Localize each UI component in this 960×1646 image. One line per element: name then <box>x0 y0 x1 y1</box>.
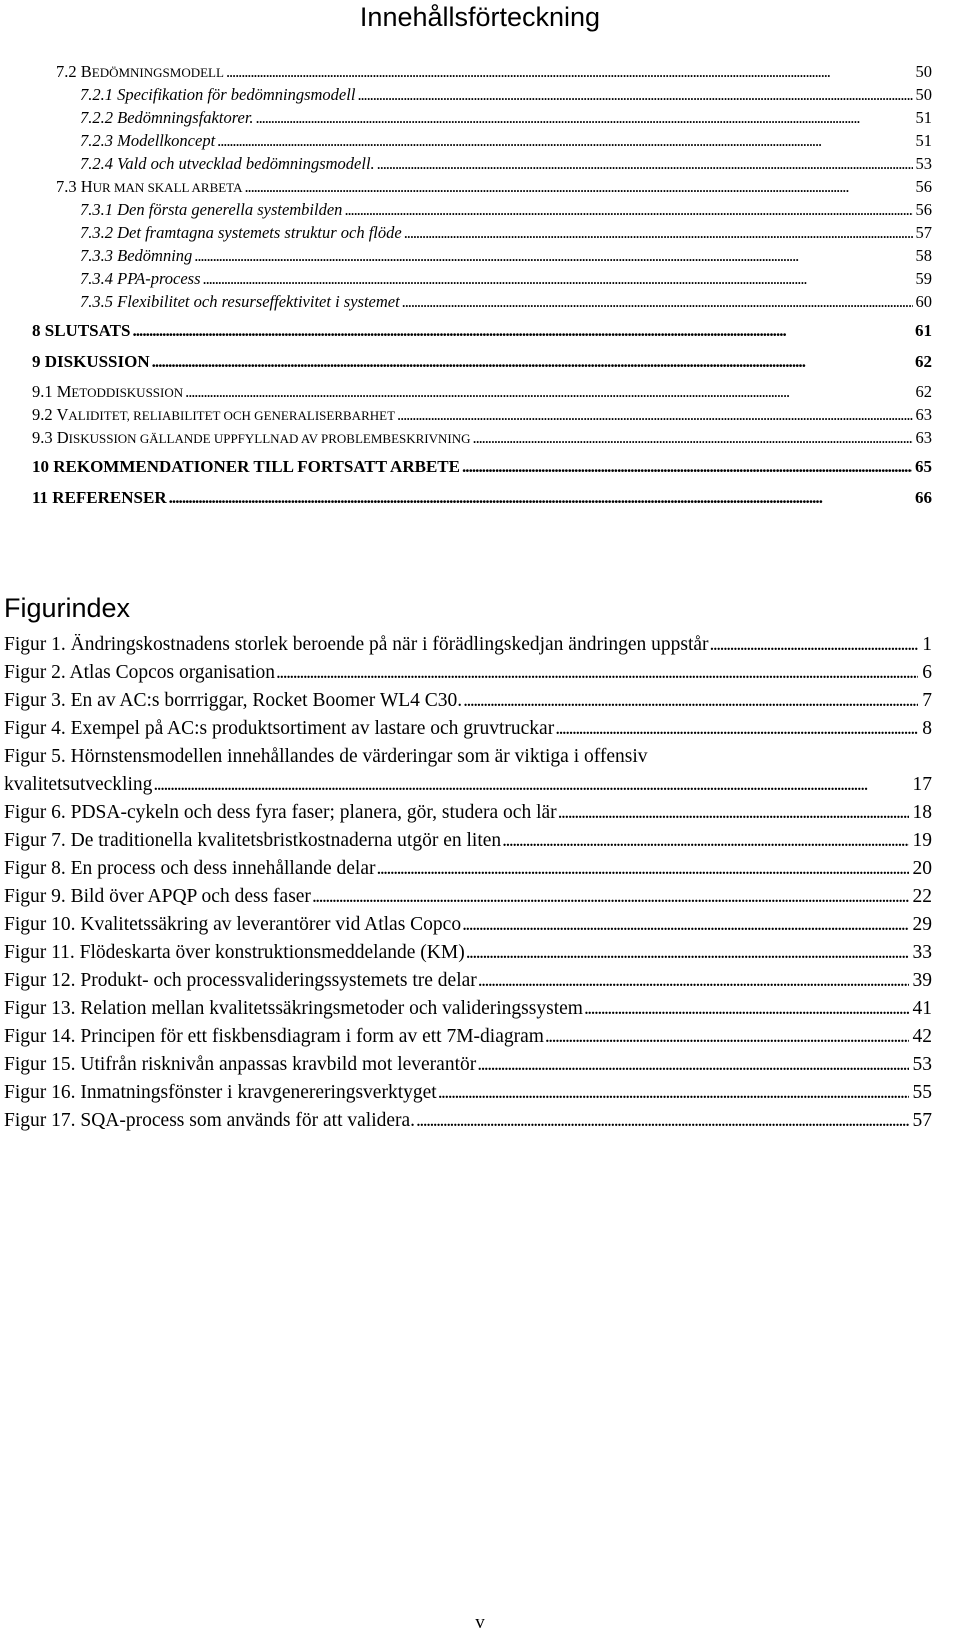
figure-entry-page: 18 <box>912 802 932 823</box>
toc-entry-title: 10 REKOMMENDATIONER TILL FORTSATT ARBETE <box>32 457 460 476</box>
figure-entry-page: 17 <box>912 774 932 795</box>
toc-entry[interactable] <box>32 488 932 508</box>
toc-entry-page: 66 <box>915 488 932 507</box>
toc-entry-page: 58 <box>915 246 932 265</box>
toc-entry-title: 7.2.3 Modellkoncept <box>80 131 216 150</box>
toc-entry-title: 7.2.2 Bedömningsfaktorer. <box>80 108 254 127</box>
figure-entry[interactable] <box>4 1110 932 1132</box>
toc-entry[interactable] <box>80 154 932 174</box>
figure-entry[interactable] <box>4 886 932 908</box>
toc-entry-page: 63 <box>915 428 932 447</box>
dot-leader <box>194 246 912 266</box>
figure-entry[interactable] <box>4 662 932 684</box>
toc-entry-page: 50 <box>915 85 932 104</box>
figure-entry[interactable] <box>4 970 932 992</box>
toc-entry-title: 8 SLUTSATS <box>32 321 131 340</box>
dot-leader <box>276 662 918 684</box>
figure-index-title: Figurindex <box>4 593 131 623</box>
toc-entry[interactable] <box>80 223 932 243</box>
toc-entry[interactable] <box>56 177 932 197</box>
figure-entry-title: Figur 17. SQA-process som används för att validera. <box>4 1110 416 1131</box>
figure-entry-title: Figur 3. En av AC:s borrriggar, Rocket Boomer WL4 C30. <box>4 690 463 711</box>
toc-entry-page: 56 <box>915 200 932 219</box>
toc-entry-title: 7.3.4 PPA-process <box>80 269 201 288</box>
toc-entry-title: 9.2 VALIDITET, RELIABILITET OCH GENERALISERBARHET <box>32 405 396 424</box>
dot-leader <box>402 292 913 312</box>
dot-leader <box>416 1110 908 1132</box>
dot-leader <box>169 488 912 508</box>
figure-entry-page: 6 <box>922 662 932 683</box>
dot-leader <box>478 970 909 992</box>
figure-entry-title: Figur 12. Produkt- och processvalideringssystemets tre delar <box>4 970 477 991</box>
toc-entry[interactable] <box>32 382 932 402</box>
figure-entry[interactable] <box>4 718 932 740</box>
figure-entry[interactable] <box>4 830 932 852</box>
figure-entry-page: 39 <box>912 970 932 991</box>
dot-leader <box>376 858 908 880</box>
dot-leader <box>217 131 912 151</box>
dot-leader <box>344 200 912 220</box>
toc-entry-page: 50 <box>915 62 932 81</box>
dot-leader <box>502 830 908 852</box>
figure-entry[interactable] <box>4 690 932 712</box>
figure-entry-title: Figur 10. Kvalitetssäkring av leverantörer vid Atlas Copco <box>4 914 462 935</box>
toc-entry-page: 62 <box>915 382 932 401</box>
dot-leader <box>153 774 908 796</box>
figure-entry[interactable] <box>4 914 932 936</box>
dot-leader <box>226 62 913 82</box>
figure-entry-title: Figur 5. Hörnstensmodellen innehållandes de värderingar som är viktiga i offensiv <box>4 746 648 767</box>
figure-entry-page: 55 <box>912 1082 932 1103</box>
dot-leader <box>152 352 912 372</box>
figure-entry-title-cont: kvalitetsutveckling <box>4 774 153 795</box>
dot-leader <box>203 269 913 289</box>
dot-leader <box>545 1026 909 1048</box>
dot-leader <box>462 914 908 936</box>
toc-entry[interactable] <box>80 131 932 151</box>
toc-entry-title: 7.3.5 Flexibilitet och resurseffektivitet i systemet <box>80 292 400 311</box>
toc-entry-title: 7.3.2 Det framtagna systemets struktur och flöde <box>80 223 402 242</box>
figure-entry-line1[interactable] <box>4 746 932 768</box>
toc-entry[interactable] <box>32 428 932 448</box>
dot-leader <box>477 1054 908 1076</box>
figure-entry[interactable] <box>4 858 932 880</box>
figure-entry[interactable] <box>4 998 932 1020</box>
toc-entry-title: 11 REFERENSER <box>32 488 167 507</box>
toc-entry-page: 56 <box>915 177 932 196</box>
figure-entry-page: 1 <box>922 634 932 655</box>
dot-leader <box>244 177 912 197</box>
dot-leader <box>558 802 909 824</box>
toc-entry[interactable] <box>80 269 932 289</box>
figure-entry-page: 19 <box>912 830 932 851</box>
figure-entry-page: 7 <box>922 690 932 711</box>
figure-entry-page: 53 <box>912 1054 932 1075</box>
toc-entry-title: 7.2 BEDÖMNINGSMODELL <box>56 62 224 81</box>
figure-entry-page: 20 <box>912 858 932 879</box>
figure-entry-page: 41 <box>912 998 932 1019</box>
toc-entry[interactable] <box>32 405 932 425</box>
figure-entry-title: Figur 1. Ändringskostnadens storlek beroende på när i förädlingskedjan ändringen uppstår <box>4 634 709 655</box>
figure-entry-page: 33 <box>912 942 932 963</box>
page-number: v <box>475 1612 485 1633</box>
dot-leader <box>438 1082 909 1104</box>
figure-entry-title: Figur 6. PDSA-cykeln och dess fyra faser; planera, gör, studera och lär <box>4 802 557 823</box>
toc-entry-page: 51 <box>915 131 932 150</box>
figure-entry[interactable] <box>4 802 932 824</box>
dot-leader <box>473 428 913 448</box>
figure-entry-page: 22 <box>912 886 932 907</box>
toc-entry[interactable] <box>80 200 932 220</box>
figure-entry[interactable] <box>4 1026 932 1048</box>
toc-entry-page: 51 <box>915 108 932 127</box>
figure-entry-title: Figur 11. Flödeskarta över konstruktionsmeddelande (KM) <box>4 942 465 963</box>
toc-entry-title: 7.2.1 Specifikation för bedömningsmodell <box>80 85 356 104</box>
toc-entry-title: 9 DISKUSSION <box>32 352 150 371</box>
toc-entry[interactable] <box>80 246 932 266</box>
toc-entry[interactable] <box>32 321 932 341</box>
figure-entry-page: 57 <box>912 1110 932 1131</box>
toc-entry[interactable] <box>32 457 932 477</box>
toc-entry[interactable] <box>80 108 932 128</box>
toc-entry-title: 7.3 HUR MAN SKALL ARBETA <box>56 177 243 196</box>
dot-leader <box>462 457 912 477</box>
figure-entry-title: Figur 14. Principen för ett fiskbensdiagram i form av ett 7M-diagram <box>4 1026 544 1047</box>
toc-entry-page: 60 <box>915 292 932 311</box>
toc-entry-title: 7.2.4 Vald och utvecklad bedömningsmodell. <box>80 154 375 173</box>
figure-entry-title: Figur 13. Relation mellan kvalitetssäkringsmetoder och valideringssystem <box>4 998 583 1019</box>
toc-entry-page: 65 <box>915 457 932 476</box>
figure-entry[interactable] <box>4 774 932 796</box>
figure-entry-page: 42 <box>912 1026 932 1047</box>
figure-entry-title: Figur 7. De traditionella kvalitetsbristkostnaderna utgör en liten <box>4 830 502 851</box>
dot-leader <box>377 154 913 174</box>
figure-entry-page: 8 <box>922 718 932 739</box>
figure-entry[interactable] <box>4 1054 932 1076</box>
dot-leader <box>466 942 909 964</box>
figure-entry-title: Figur 2. Atlas Copcos organisation <box>4 662 276 683</box>
figure-entry[interactable] <box>4 942 932 964</box>
toc-entry-page: 59 <box>915 269 932 288</box>
dot-leader <box>397 405 912 425</box>
dot-leader <box>256 108 913 128</box>
dot-leader <box>312 886 909 908</box>
figure-entry[interactable] <box>4 1082 932 1104</box>
figure-entry-title: Figur 8. En process och dess innehållande delar <box>4 858 376 879</box>
toc-entry[interactable] <box>56 62 932 82</box>
toc-entry-title: 9.1 METODDISKUSSION <box>32 382 184 401</box>
toc-entry[interactable] <box>80 292 932 312</box>
toc-entry-title: 7.3.1 Den första generella systembilden <box>80 200 343 219</box>
figure-entry-title: Figur 16. Inmatningsfönster i kravgenereringsverktyget <box>4 1082 437 1103</box>
toc-entry-title: 7.3.3 Bedömning <box>80 246 193 265</box>
toc-entry-page: 63 <box>915 405 932 424</box>
toc-entry-page: 61 <box>915 321 932 340</box>
figure-entry-title: Figur 15. Utifrån risknivån anpassas kravbild mot leverantör <box>4 1054 477 1075</box>
figure-entry-title: Figur 9. Bild över APQP och dess faser <box>4 886 311 907</box>
toc-entry-page: 62 <box>915 352 932 371</box>
dot-leader <box>357 85 912 105</box>
dot-leader <box>584 998 909 1020</box>
toc-title: Innehållsförteckning <box>359 2 601 32</box>
toc-entry-page: 53 <box>915 154 932 173</box>
dot-leader <box>555 718 918 740</box>
dot-leader <box>185 382 912 402</box>
toc-entry-title: 9.3 DISKUSSION GÄLLANDE UPPFYLLNAD AV PROBLEMBESKRIVNING <box>32 428 471 447</box>
figure-entry-title: Figur 4. Exempel på AC:s produktsortiment av lastare och gruvtruckar <box>4 718 555 739</box>
toc-entry[interactable] <box>80 85 932 105</box>
dot-leader <box>132 321 912 341</box>
dot-leader <box>404 223 913 243</box>
figure-entry[interactable] <box>4 634 932 656</box>
dot-leader <box>463 690 918 712</box>
toc-entry[interactable] <box>32 352 932 372</box>
toc-entry-page: 57 <box>915 223 932 242</box>
dot-leader <box>710 634 919 656</box>
figure-entry-page: 29 <box>912 914 932 935</box>
